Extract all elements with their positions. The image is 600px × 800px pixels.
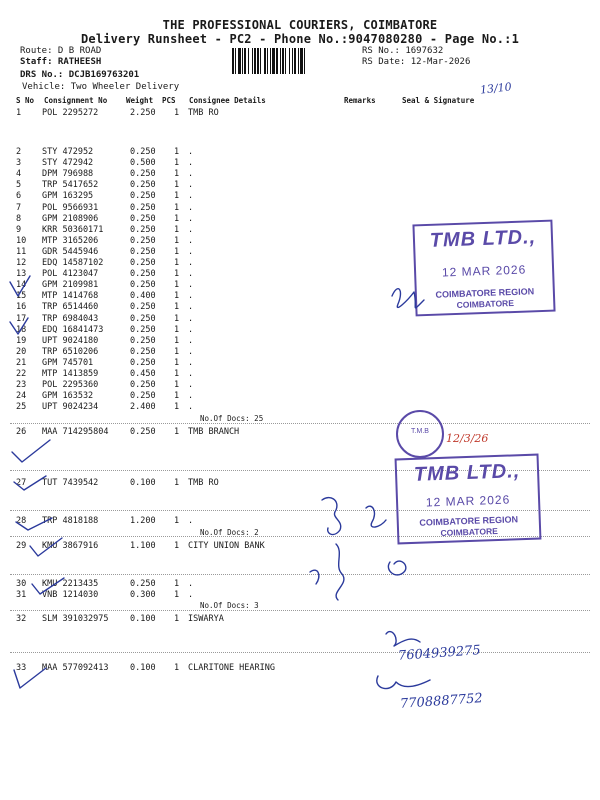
row-pcs: 1 [174, 258, 180, 268]
row-consignment: TRP 6514460 [42, 302, 99, 313]
row-consignee: CITY UNION BANK [188, 541, 265, 551]
col-pcs: PCS [162, 96, 176, 105]
row-pcs: 1 [174, 579, 180, 589]
row-weight: 0.250 [130, 235, 156, 246]
row-pcs: 1 [174, 663, 180, 673]
separator [10, 423, 590, 424]
row-weight: 0.250 [130, 180, 156, 191]
row-pcs: 1 [174, 224, 180, 235]
row-consignment: EDQ 14587102 [42, 258, 104, 268]
table-row [0, 169, 600, 180]
row-consignee: . [188, 169, 194, 180]
stamp-date: 12 MAR 2026 [441, 262, 527, 280]
row-consignment: UPT 9024180 [42, 335, 99, 346]
row-pcs: 1 [174, 346, 180, 357]
row-weight: 0.250 [130, 169, 156, 180]
row-consignee: . [188, 191, 194, 202]
handwritten-phone: 7708887752 [399, 691, 484, 712]
row-sno: 16 [16, 302, 27, 313]
row-sno: 11 [16, 246, 27, 257]
row-weight: 0.500 [130, 158, 156, 169]
row-sno: 27 [16, 478, 27, 488]
col-remarks: Remarks [344, 96, 376, 105]
row-consignment: POL 4123047 [42, 269, 99, 280]
row-pcs: 1 [174, 478, 180, 488]
row-sno: 30 [16, 579, 27, 589]
row-sno: 2 [16, 147, 22, 157]
row-consignee: . [188, 158, 194, 169]
row-consignment: KMU 2213435 [42, 579, 99, 589]
row-pcs: 1 [174, 269, 180, 280]
row-sno: 22 [16, 369, 27, 379]
row-pcs: 1 [174, 213, 180, 224]
stamp-region: COIMBATORE REGION [419, 514, 519, 528]
stamp-city: COIMBATORE [440, 525, 498, 538]
row-consignment: POL 9566931 [42, 202, 99, 213]
row-consignment: STY 472942 [42, 158, 94, 169]
handwritten-note: 13/10 [479, 80, 513, 97]
row-weight: 0.250 [130, 313, 156, 324]
col-sno: S No [16, 96, 35, 105]
row-pcs: 1 [174, 235, 180, 246]
table-row [0, 325, 600, 336]
row-pcs: 1 [174, 516, 180, 526]
row-consignment: STY 472952 [42, 147, 94, 157]
row-consignee: . [188, 380, 194, 391]
row-pcs: 1 [174, 158, 180, 169]
row-sno: 17 [16, 313, 27, 324]
stamp-name: TMB LTD., [429, 226, 537, 252]
row-consignee: . [188, 324, 194, 335]
row-pcs: 1 [174, 402, 180, 413]
row-sno: 25 [16, 402, 27, 413]
row-sno: 14 [16, 280, 27, 291]
row-consignment: MTP 1414768 [42, 291, 99, 302]
row-pcs: 1 [174, 246, 180, 257]
route-label: Route: D B ROAD [20, 46, 102, 56]
row-consignee: . [188, 246, 194, 257]
row-consignee: . [188, 335, 194, 346]
row-consignment: MAA 577092413 [42, 663, 109, 673]
row-pcs: 1 [174, 324, 180, 335]
vehicle-label: Vehicle: Two Wheeler Delivery [22, 82, 180, 92]
row-pcs: 1 [174, 313, 180, 324]
row-consignment: GPM 2108906 [42, 213, 99, 224]
row-consignment: SLM 391032975 [42, 614, 109, 624]
row-weight: 0.250 [130, 302, 156, 313]
row-sno: 15 [16, 291, 27, 302]
row-consignee: . [188, 280, 194, 291]
row-consignment: DPM 796988 [42, 169, 94, 180]
row-sno: 5 [16, 180, 22, 191]
row-weight: 0.250 [130, 380, 156, 391]
col-consignee: Consignee Details [189, 96, 266, 105]
table-row [0, 180, 600, 191]
stamp-name: TMB LTD., [413, 460, 521, 486]
row-pcs: 1 [174, 169, 180, 180]
row-weight: 0.250 [130, 269, 156, 280]
runsheet-title: Delivery Runsheet - PC2 - Phone No.:9047080280 - Page No.:1 [80, 32, 520, 46]
row-sno: 19 [16, 335, 27, 346]
row-pcs: 1 [174, 302, 180, 313]
row-sno: 7 [16, 202, 22, 213]
row-sno: 6 [16, 191, 22, 202]
row-weight: 2.400 [130, 402, 156, 413]
table-row [0, 108, 600, 119]
row-consignee: . [188, 269, 194, 280]
row-sno: 21 [16, 357, 27, 368]
col-seal: Seal & Signature [402, 96, 475, 105]
row-pcs: 1 [174, 180, 180, 191]
row-weight: 0.450 [130, 369, 156, 379]
row-sno: 1 [16, 108, 22, 118]
row-pcs: 1 [174, 614, 180, 624]
row-consignment: TUT 7439542 [42, 478, 99, 488]
table-row [0, 427, 600, 438]
row-consignment: KRR 50360171 [42, 224, 104, 235]
row-weight: 0.250 [130, 335, 156, 346]
row-pcs: 1 [174, 291, 180, 302]
table-row [0, 158, 600, 169]
row-consignment: GPM 745701 [42, 357, 94, 368]
row-consignee: . [188, 180, 194, 191]
row-sno: 33 [16, 663, 27, 673]
row-consignment: MTP 3165206 [42, 235, 99, 246]
row-sno: 13 [16, 269, 27, 280]
row-weight: 0.250 [130, 258, 156, 268]
row-sno: 18 [16, 324, 27, 335]
row-consignment: TRP 5417652 [42, 180, 99, 191]
row-consignment: TRP 6984043 [42, 313, 99, 324]
rs-number: RS No.: 1697632 [362, 46, 444, 56]
row-weight: 0.250 [130, 324, 156, 335]
row-sno: 12 [16, 258, 27, 268]
row-sno: 9 [16, 224, 22, 235]
row-weight: 1.100 [130, 541, 156, 551]
row-consignee: . [188, 402, 194, 413]
staff-label: Staff: RATHEESH [20, 57, 102, 67]
table-row [0, 590, 600, 601]
row-consignee: . [188, 590, 194, 600]
row-sno: 31 [16, 590, 27, 600]
col-weight: Weight [126, 96, 154, 105]
row-sno: 28 [16, 516, 27, 526]
table-row [0, 541, 600, 552]
separator [10, 652, 590, 653]
row-consignee: . [188, 147, 194, 157]
row-sno: 4 [16, 169, 22, 180]
table-row [0, 369, 600, 380]
table-row [0, 358, 600, 369]
drs-number: DRS No.: DCJB169763201 [20, 70, 140, 80]
row-consignee: . [188, 369, 194, 379]
row-consignee: CLARITONE HEARING [188, 663, 275, 673]
row-weight: 0.250 [130, 213, 156, 224]
row-consignee: . [188, 516, 194, 526]
row-sno: 10 [16, 235, 27, 246]
table-row [0, 203, 600, 214]
table-row [0, 147, 600, 158]
row-consignment: EDQ 16841473 [42, 324, 104, 335]
row-consignee: . [188, 579, 194, 589]
row-consignment: GPM 163295 [42, 191, 94, 202]
row-consignee: TMB RO [188, 108, 219, 118]
row-weight: 1.200 [130, 516, 156, 526]
table-row [0, 663, 600, 674]
separator [10, 610, 590, 611]
round-seal: T.M.B [396, 410, 444, 458]
col-consignment: Consignment No [44, 96, 108, 105]
row-consignee: . [188, 313, 194, 324]
row-pcs: 1 [174, 369, 180, 379]
row-consignee: . [188, 302, 194, 313]
row-weight: 0.250 [130, 427, 156, 437]
row-pcs: 1 [174, 391, 180, 402]
row-consignee: . [188, 258, 194, 268]
row-consignment: GPM 163532 [42, 391, 94, 402]
table-row [0, 402, 600, 413]
row-consignment: POL 2295360 [42, 380, 99, 391]
row-weight: 0.250 [130, 191, 156, 202]
row-sno: 20 [16, 346, 27, 357]
row-consignee: TMB RO [188, 478, 219, 488]
row-consignee: . [188, 346, 194, 357]
row-consignee: . [188, 213, 194, 224]
separator [10, 574, 590, 575]
table-row [0, 347, 600, 358]
row-consignment: MTP 1413859 [42, 369, 99, 379]
row-consignment: POL 2295272 [42, 108, 99, 118]
row-sno: 23 [16, 380, 27, 391]
row-consignment: VNB 1214030 [42, 590, 99, 600]
row-sno: 24 [16, 391, 27, 402]
row-weight: 0.300 [130, 590, 156, 600]
row-pcs: 1 [174, 357, 180, 368]
row-weight: 0.100 [130, 478, 156, 488]
company-stamp [412, 220, 555, 317]
row-weight: 0.250 [130, 357, 156, 368]
row-consignee: . [188, 391, 194, 402]
table-row [0, 579, 600, 590]
row-weight: 2.250 [130, 108, 156, 118]
row-weight: 0.250 [130, 246, 156, 257]
row-pcs: 1 [174, 335, 180, 346]
row-weight: 0.250 [130, 579, 156, 589]
row-pcs: 1 [174, 191, 180, 202]
handwritten-phone: 7604939275 [397, 643, 482, 664]
row-pcs: 1 [174, 541, 180, 551]
row-pcs: 1 [174, 147, 180, 157]
row-sno: 29 [16, 541, 27, 551]
row-weight: 0.400 [130, 291, 156, 302]
row-sno: 32 [16, 614, 27, 624]
row-consignment: MAA 714295804 [42, 427, 109, 437]
row-consignee: . [188, 202, 194, 213]
doc-count-3: No.Of Docs: 3 [200, 601, 259, 610]
row-sno: 3 [16, 158, 22, 169]
row-pcs: 1 [174, 280, 180, 291]
row-consignee: . [188, 235, 194, 246]
table-row [0, 191, 600, 202]
row-consignment: TRP 6510206 [42, 346, 99, 357]
stamp-city: COIMBATORE [456, 297, 515, 310]
row-weight: 0.250 [130, 280, 156, 291]
row-consignment: GDR 5445946 [42, 246, 99, 257]
row-weight: 0.250 [130, 202, 156, 213]
row-consignee: ISWARYA [188, 614, 224, 624]
row-weight: 0.250 [130, 391, 156, 402]
rs-date: RS Date: 12-Mar-2026 [362, 57, 471, 67]
row-consignee: . [188, 291, 194, 302]
row-sno: 26 [16, 427, 27, 437]
handwritten-date: 12/3/26 [446, 432, 489, 445]
row-consignee: . [188, 224, 194, 235]
row-pcs: 1 [174, 427, 180, 437]
table-row [0, 391, 600, 402]
company-name: THE PROFESSIONAL COURIERS, COIMBATORE [162, 18, 438, 32]
row-pcs: 1 [174, 590, 180, 600]
row-consignment: GPM 2109981 [42, 280, 99, 291]
stamp-region: COIMBATORE REGION [435, 286, 535, 300]
row-weight: 0.100 [130, 663, 156, 673]
row-weight: 0.250 [130, 346, 156, 357]
company-stamp [395, 454, 542, 545]
table-row [0, 314, 600, 325]
table-row [0, 614, 600, 625]
row-consignment: TRP 4818188 [42, 516, 99, 526]
row-consignee: . [188, 357, 194, 368]
table-row [0, 380, 600, 391]
row-pcs: 1 [174, 202, 180, 213]
row-weight: 0.100 [130, 614, 156, 624]
row-pcs: 1 [174, 108, 180, 118]
row-weight: 0.250 [130, 224, 156, 235]
row-consignee: TMB BRANCH [188, 427, 240, 437]
row-consignment: UPT 9024234 [42, 402, 99, 413]
row-consignment: KMU 3867916 [42, 541, 99, 551]
doc-count-2: No.Of Docs: 2 [200, 528, 259, 537]
table-row [0, 336, 600, 347]
row-weight: 0.250 [130, 147, 156, 157]
row-pcs: 1 [174, 380, 180, 391]
barcode [232, 48, 356, 74]
row-sno: 8 [16, 213, 22, 224]
doc-count-1: No.Of Docs: 25 [200, 414, 264, 423]
stamp-date: 12 MAR 2026 [425, 492, 511, 510]
